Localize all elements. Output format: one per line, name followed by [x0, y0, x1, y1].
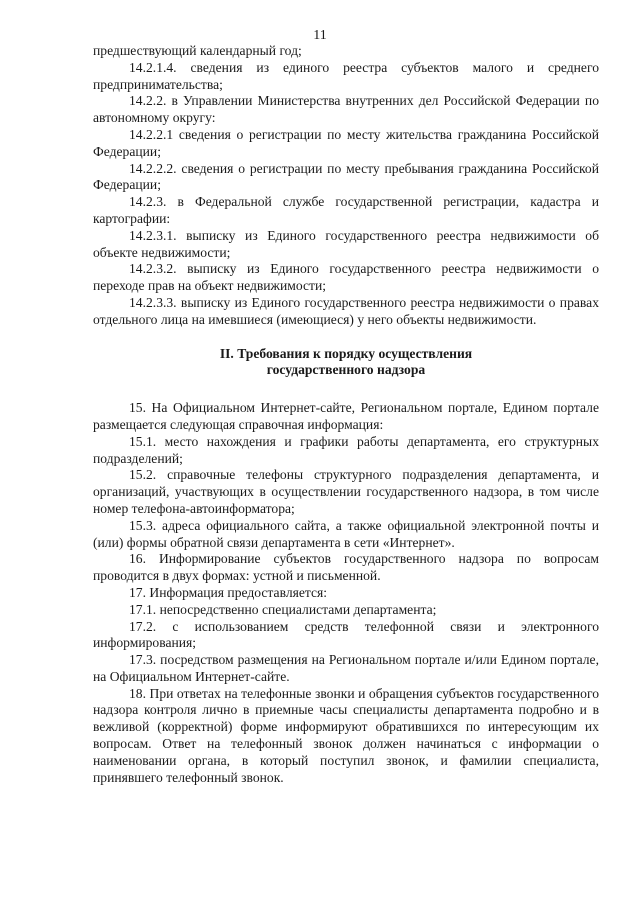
paragraph: 16. Информирование субъектов государственного надзора по вопросам проводится в двух формах: устной и письменной.	[93, 551, 599, 584]
paragraph: 14.2.2.1 сведения о регистрации по месту жительства гражданина Российской Федерации;	[93, 126, 599, 159]
paragraph: 14.2.2.2. сведения о регистрации по месту пребывания гражданина Российской Федерации;	[93, 160, 599, 193]
section-heading-line-1: II. Требования к порядку осуществления	[219, 345, 473, 361]
section-requirements	[93, 400, 599, 786]
paragraph: 17. Информация предоставляется:	[129, 584, 328, 600]
document-body	[93, 43, 599, 786]
paragraph: 14.2.3.1. выписку из Единого государственного реестра недвижимости об объекте недвижимости;	[93, 227, 599, 260]
paragraph: 15.1. место нахождения и графики работы департамента, его структурных подразделений;	[93, 433, 599, 466]
paragraph: 17.3. посредством размещения на Региональном портале и/или Едином портале, на Официальном Интернет-сайте.	[93, 652, 599, 684]
paragraph: 14.2.3.3. выписку из Единого государственного реестра недвижимости о правах отдельного лица на имевшиеся (имеющиеся) у него объекты недвижимости.	[93, 294, 599, 327]
section-heading	[93, 346, 599, 380]
paragraph: предшествующий календарный год;	[93, 43, 302, 58]
paragraph: 17.2. с использованием средств телефонной связи и электронного информирования;	[93, 618, 599, 651]
paragraph: 14.2.2. в Управлении Министерства внутренних дел Российской Федерации по автономному округу:	[93, 93, 599, 126]
page-number: 11	[313, 28, 327, 43]
paragraph: 14.2.1.4. сведения из единого реестра субъектов малого и среднего предпринимательства;	[93, 59, 599, 92]
paragraph: 18. При ответах на телефонные звонки и обращения субъектов государственного надзора контроля лично в приемные часы специалисты департамента подробно и в вежливой (корректной) форме информируют обратившихся по интересующим их вопросам. Ответ на телефонный звонок должен начинаться с информации о наименовании органа, в который поступил звонок, и фамилии специалиста, принявшего телефонный звонок.	[93, 685, 599, 785]
paragraph: 15.2. справочные телефоны структурного подразделения департамента, и организаций, участвующих в осуществлении государственного надзора, в том числе номер телефона-автоинформатора;	[93, 467, 599, 516]
paragraph: 17.1. непосредственно специалистами департамента;	[129, 601, 437, 617]
section-heading-line-2: государственного надзора	[266, 362, 426, 378]
paragraph: 14.2.3.2. выписку из Единого государственного реестра недвижимости о переходе прав на объект недвижимости;	[93, 261, 599, 294]
paragraph: 14.2.3. в Федеральной службе государственной регистрации, кадастра и картографии:	[93, 194, 599, 226]
section-continuation	[93, 43, 599, 329]
paragraph: 15. На Официальном Интернет-сайте, Региональном портале, Едином портале размещается следующая справочная информация:	[93, 400, 599, 432]
paragraph: 15.3. адреса официального сайта, а также официальной электронной почты и (или) формы обратной связи департамента в сети «Интернет».	[93, 517, 599, 550]
